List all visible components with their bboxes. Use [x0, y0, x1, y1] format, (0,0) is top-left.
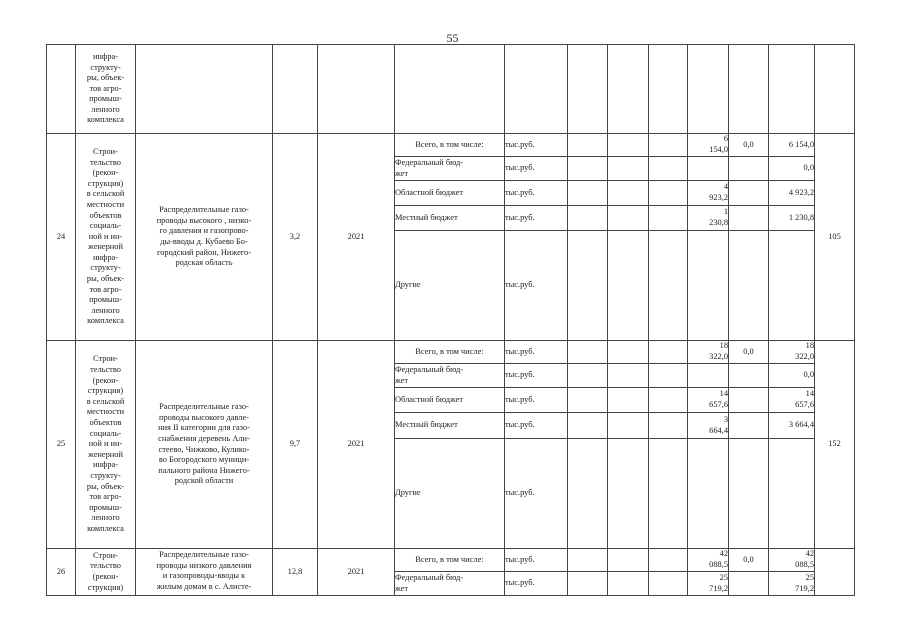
funding-label: Местный бюджет — [395, 206, 505, 231]
amount-value: 6 154,0 — [769, 134, 815, 157]
amount-value: 1 230,8 — [769, 206, 815, 231]
funding-label: Областной бюджет — [395, 181, 505, 206]
amount-value: 14 657,6 — [688, 388, 729, 413]
amount-value: 0,0 — [729, 134, 769, 157]
unit-label: тыс.руб. — [505, 206, 568, 231]
unit-label: тыс.руб. — [505, 388, 568, 413]
funding-label: Всего, в том числе: — [395, 549, 505, 572]
length-value: 12,8 — [273, 549, 318, 596]
amount-value: 42 088,5 — [769, 549, 815, 572]
amount-value — [729, 206, 769, 231]
unit-label: тыс.руб. — [505, 413, 568, 439]
funding-label: Местный бюджет — [395, 413, 505, 439]
length-value: 3,2 — [273, 134, 318, 341]
amount-value — [729, 181, 769, 206]
funding-label: Федеральный бюд- жет — [395, 157, 505, 181]
table-row — [47, 45, 855, 134]
funding-label: Всего, в том числе: — [395, 341, 505, 364]
row-name: Строи- тельство (рекон- струкция) в сельской местности объектов социаль- ной и ин- женерной инфра- структу- ры, объек- тов агро- промыш- ленного комплекса — [76, 341, 136, 549]
amount-value: 0,0 — [729, 341, 769, 364]
object-description: Распределительные газо- проводы высокого давле- ния II категории для газо- снабжения деревень Али- стеево, Чижково, Кулико- во Богородского муници- пального района Нижего- родской области — [136, 341, 273, 549]
table-row — [47, 341, 855, 364]
funding-label: Всего, в том числе: — [395, 134, 505, 157]
budget-table — [46, 44, 855, 596]
amount-value — [729, 439, 769, 549]
row-name: Строи- тельство (рекон- струкция) в сельской местности объектов социаль- ной и ин- женерной инфра- структу- ры, объек- тов агро- промыш- ленного комплекса — [76, 134, 136, 341]
amount-value: 1 230,8 — [688, 206, 729, 231]
year-value: 2021 — [318, 549, 395, 596]
amount-value — [729, 572, 769, 596]
amount-value — [769, 439, 815, 549]
amount-value: 14 657,6 — [769, 388, 815, 413]
page-number: 55 — [446, 31, 459, 45]
total-value: 152 — [815, 341, 855, 549]
year-value: 2021 — [318, 341, 395, 549]
amount-value: 0,0 — [729, 549, 769, 572]
amount-value — [729, 413, 769, 439]
amount-value — [729, 388, 769, 413]
row-number: 24 — [47, 134, 76, 341]
unit-label: тыс.руб. — [505, 364, 568, 388]
unit-label: тыс.руб. — [505, 157, 568, 181]
amount-value — [688, 157, 729, 181]
amount-value: 25 719,2 — [688, 572, 729, 596]
unit-label: тыс.руб. — [505, 439, 568, 549]
funding-label: Другие — [395, 231, 505, 341]
amount-value: 18 322,0 — [769, 341, 815, 364]
row-name: инфра- структу- ры, объек- тов агро- промыш- ленного комплекса — [76, 45, 136, 134]
funding-label: Федеральный бюд- жет — [395, 364, 505, 388]
object-description: Распределительные газо- проводы низкого давления и газопроводы-вводы к жилым домам в с. Алисте- — [136, 549, 273, 596]
funding-label: Другие — [395, 439, 505, 549]
amount-value — [688, 231, 729, 341]
year-value: 2021 — [318, 134, 395, 341]
amount-value: 25 719,2 — [769, 572, 815, 596]
funding-label: Федеральный бюд- жет — [395, 572, 505, 596]
amount-value: 0,0 — [769, 364, 815, 388]
unit-label: тыс.руб. — [505, 134, 568, 157]
amount-value: 18 322,0 — [688, 341, 729, 364]
amount-value — [688, 439, 729, 549]
amount-value — [729, 364, 769, 388]
amount-value: 4 923,2 — [688, 181, 729, 206]
amount-value — [688, 364, 729, 388]
amount-value: 3 664,4 — [688, 413, 729, 439]
amount-value: 0,0 — [769, 157, 815, 181]
amount-value: 4 923,2 — [769, 181, 815, 206]
unit-label: тыс.руб. — [505, 181, 568, 206]
amount-value: 42 088,5 — [688, 549, 729, 572]
total-value: 105 — [815, 134, 855, 341]
table-row — [47, 549, 855, 572]
length-value: 9,7 — [273, 341, 318, 549]
funding-label: Областной бюджет — [395, 388, 505, 413]
amount-value — [729, 157, 769, 181]
amount-value: 3 664,4 — [769, 413, 815, 439]
amount-value — [769, 231, 815, 341]
object-description: Распределительные газо- проводы высокого , низко- го давления и газопрово- ды-вводы д. Кубаево Бо- городский район, Нижего- родская область — [136, 134, 273, 341]
row-number: 25 — [47, 341, 76, 549]
unit-label: тыс.руб. — [505, 572, 568, 596]
amount-value: 6 154,0 — [688, 134, 729, 157]
row-number: 26 — [47, 549, 76, 596]
table-row — [47, 134, 855, 157]
unit-label: тыс.руб. — [505, 549, 568, 572]
unit-label: тыс.руб. — [505, 231, 568, 341]
unit-label: тыс.руб. — [505, 341, 568, 364]
amount-value — [729, 231, 769, 341]
row-name: Строи- тельство (рекон- струкция) — [76, 549, 136, 596]
